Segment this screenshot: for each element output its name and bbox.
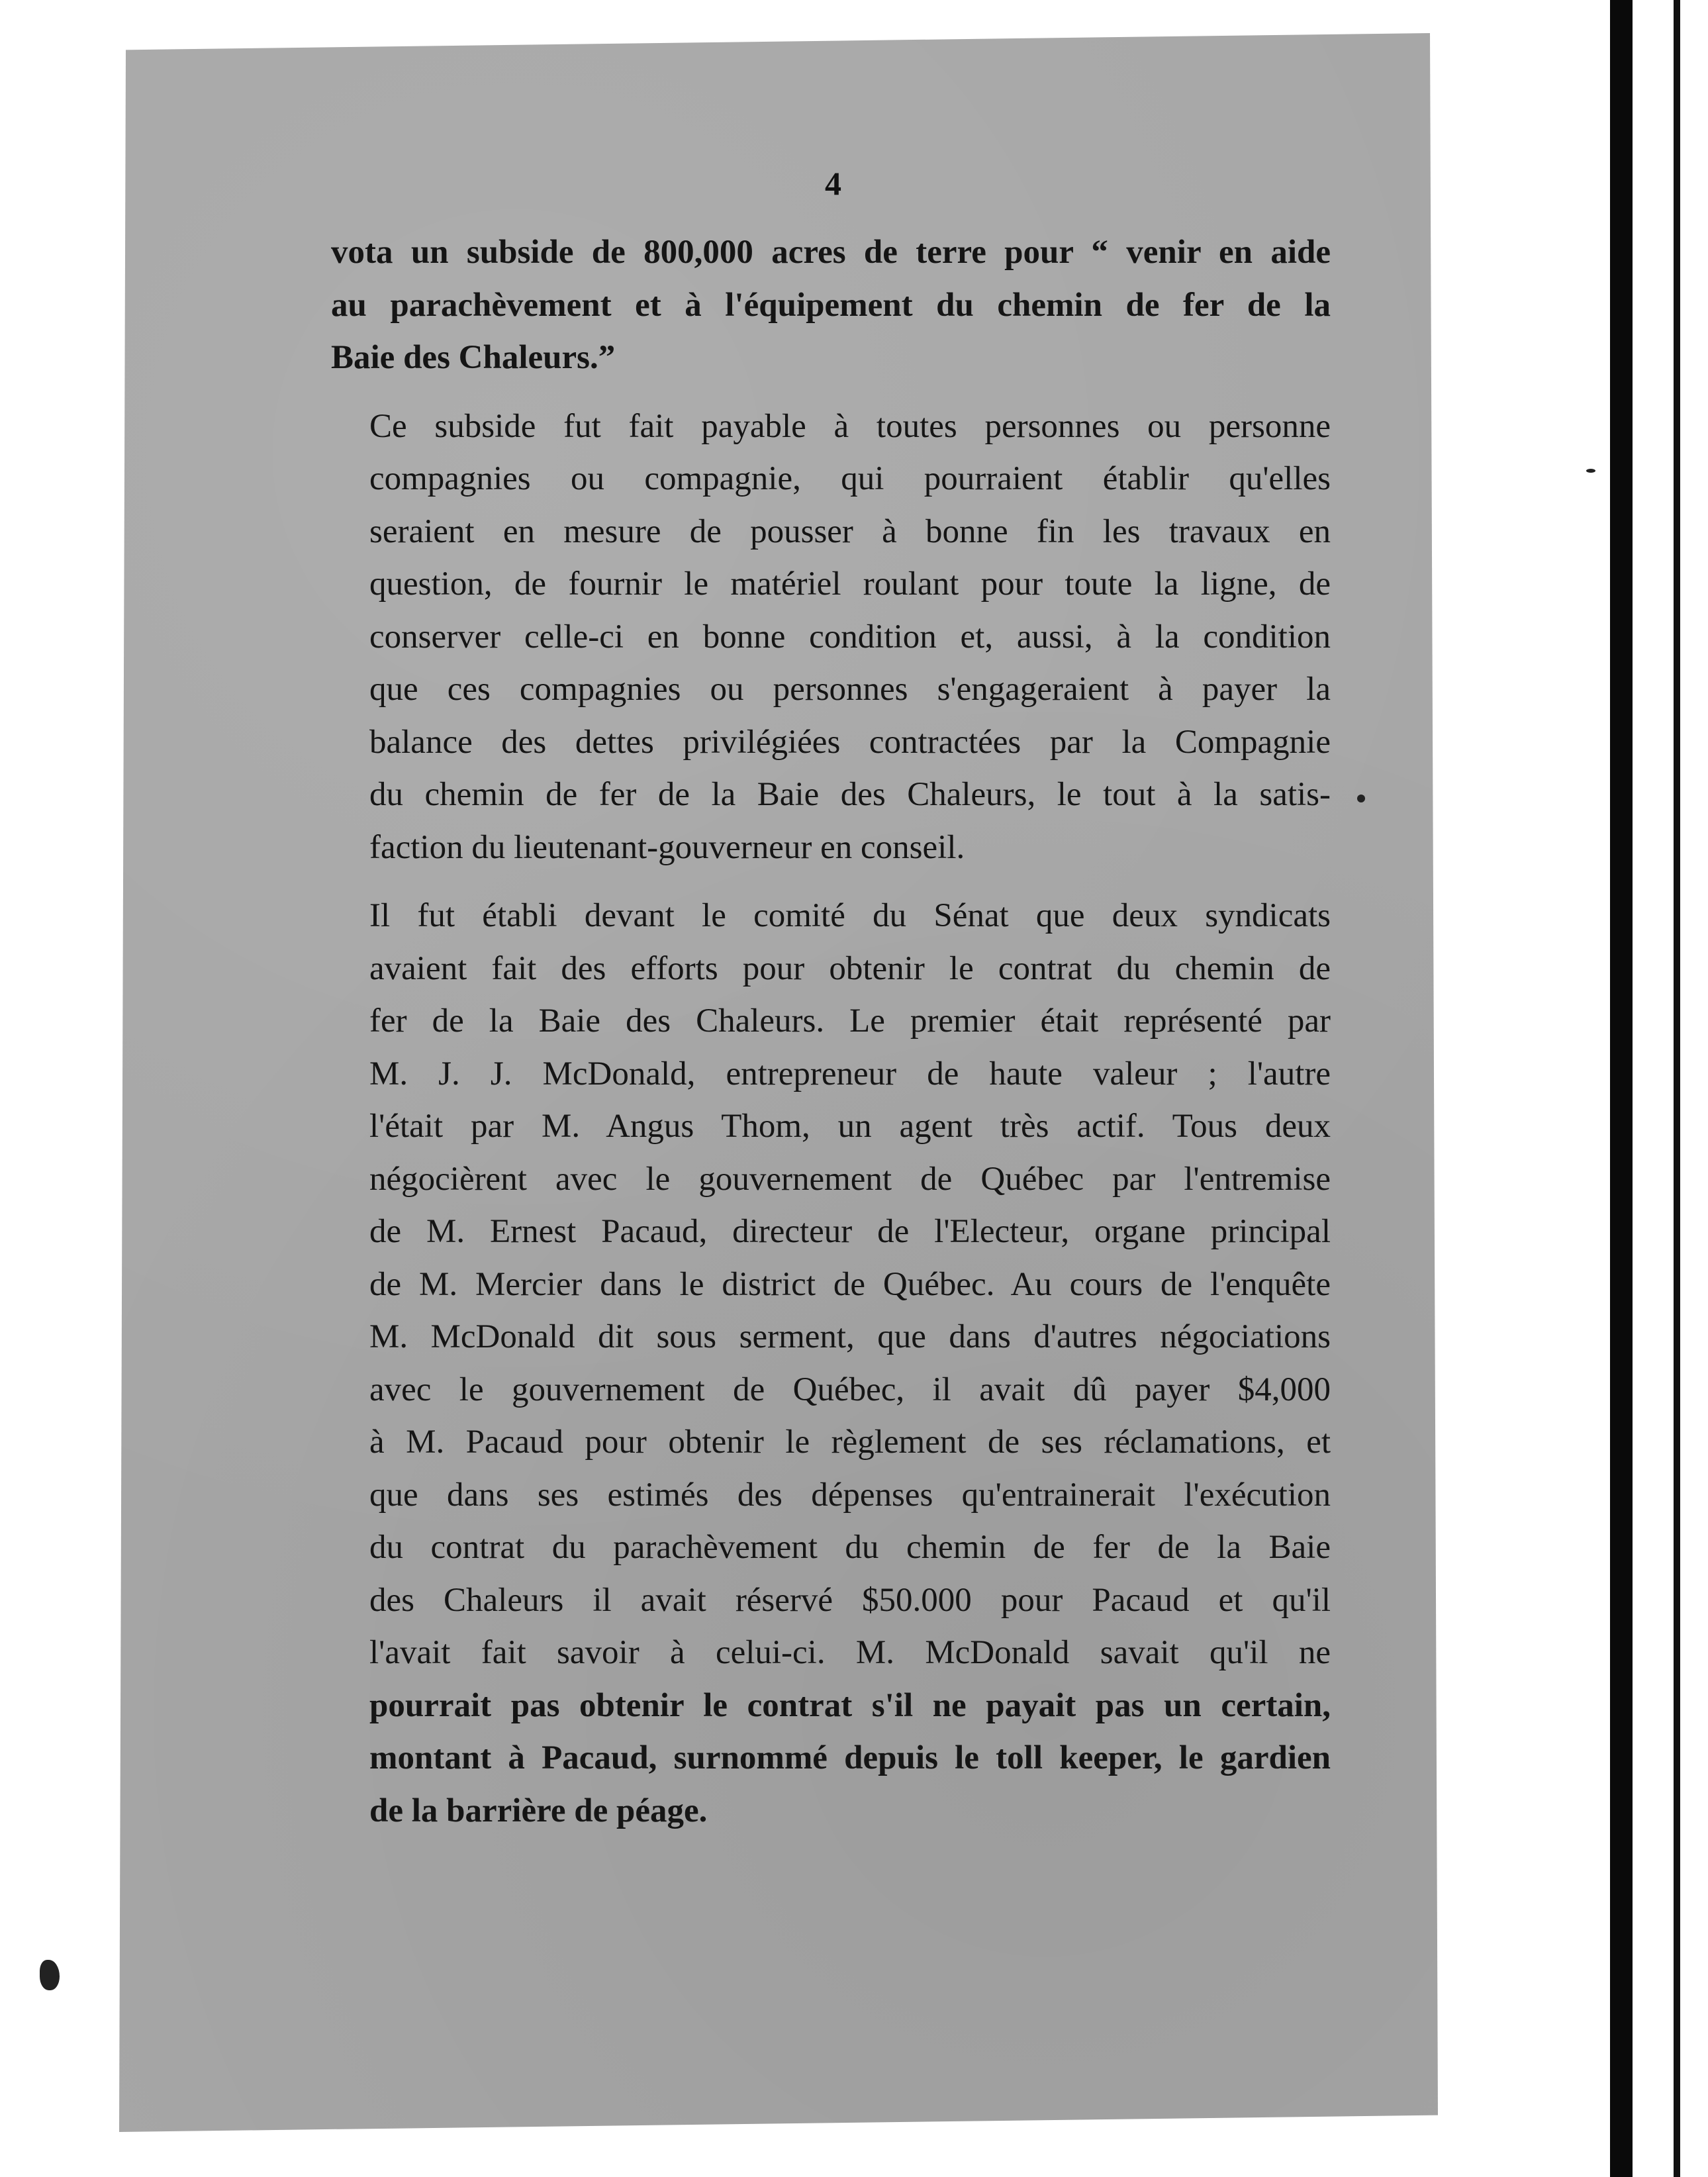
text-line: conserver celle-ci en bonne condition et, aussi, à la condition: [369, 618, 1331, 655]
body-text: [331, 226, 1331, 1853]
text-line: que ces compagnies ou personnes s'engageraient à payer la: [369, 671, 1331, 708]
scan-border-bar: [1610, 0, 1633, 2177]
text-line: au parachèvement et à l'équipement du chemin de fer de la: [331, 286, 1331, 324]
text-line: Ce subside fut fait payable à toutes personnes ou personne: [369, 407, 1331, 445]
paragraph-2: [331, 401, 1331, 875]
text-line: faction du lieutenant-gouverneur en conseil.: [369, 828, 965, 866]
scan-border: [1595, 0, 1708, 2177]
text-line: négocièrent avec le gouvernement de Québec par l'entremise: [369, 1160, 1331, 1198]
text-line: question, de fournir le matériel roulant pour toute la ligne, de: [369, 565, 1331, 603]
text-line: de M. Ernest Pacaud, directeur de l'Electeur, organe principal: [369, 1213, 1331, 1250]
text-line: M. McDonald dit sous serment, que dans d'autres négociations: [369, 1318, 1331, 1355]
paragraph-1: [331, 226, 1331, 385]
page-number: 4: [825, 165, 841, 202]
text-line: vota un subside de 800,000 acres de terre pour “ venir en aide: [331, 234, 1331, 271]
text-line: l'avait fait savoir à celui-ci. M. McDonald savait qu'il ne: [369, 1634, 1331, 1671]
text-line: de M. Mercier dans le district de Québec. Au cours de l'enquête: [369, 1265, 1331, 1303]
text-line: fer de la Baie des Chaleurs. Le premier était représenté par: [369, 1002, 1331, 1040]
text-line: M. J. J. McDonald, entrepreneur de haute valeur ; l'autre: [369, 1055, 1331, 1092]
scan-border-bar: [1674, 0, 1680, 2177]
text-line: à M. Pacaud pour obtenir le règlement de ses réclamations, et: [369, 1424, 1331, 1461]
text-line: des Chaleurs il avait réservé $50.000 pour Pacaud et qu'il: [369, 1581, 1331, 1619]
text-line: pourrait pas obtenir le contrat s'il ne payait pas un certain,: [369, 1686, 1331, 1724]
text-line: l'était par M. Angus Thom, un agent très actif. Tous deux: [369, 1108, 1331, 1145]
text-line: compagnies ou compagnie, qui pourraient établir qu'elles: [369, 460, 1331, 497]
scan-speck: [1586, 469, 1595, 473]
text-line: Il fut établi devant le comité du Sénat que deux syndicats: [369, 897, 1331, 934]
scan-speck: [1357, 795, 1365, 802]
text-line: que dans ses estimés des dépenses qu'entrainerait l'exécution: [369, 1476, 1331, 1514]
text-line: avaient fait des efforts pour obtenir le contrat du chemin de: [369, 949, 1331, 987]
text-line: avec le gouvernement de Québec, il avait dû payer $4,000: [369, 1371, 1331, 1408]
text-line: seraient en mesure de pousser à bonne fin les travaux en: [369, 512, 1331, 550]
text-line: du contrat du parachèvement du chemin de fer de la Baie: [369, 1529, 1331, 1566]
text-line: Baie des Chaleurs.”: [331, 339, 616, 376]
text-line: du chemin de fer de la Baie des Chaleurs, le tout à la satis-: [369, 776, 1331, 813]
text-line: balance des dettes privilégiées contractées par la Compagnie: [369, 723, 1331, 761]
text-line: montant à Pacaud, surnommé depuis le toll keeper, le gardien: [369, 1739, 1331, 1776]
text-line: de la barrière de péage.: [369, 1792, 708, 1829]
scan-speck: [40, 1960, 60, 1990]
paragraph-3: [331, 890, 1331, 1837]
